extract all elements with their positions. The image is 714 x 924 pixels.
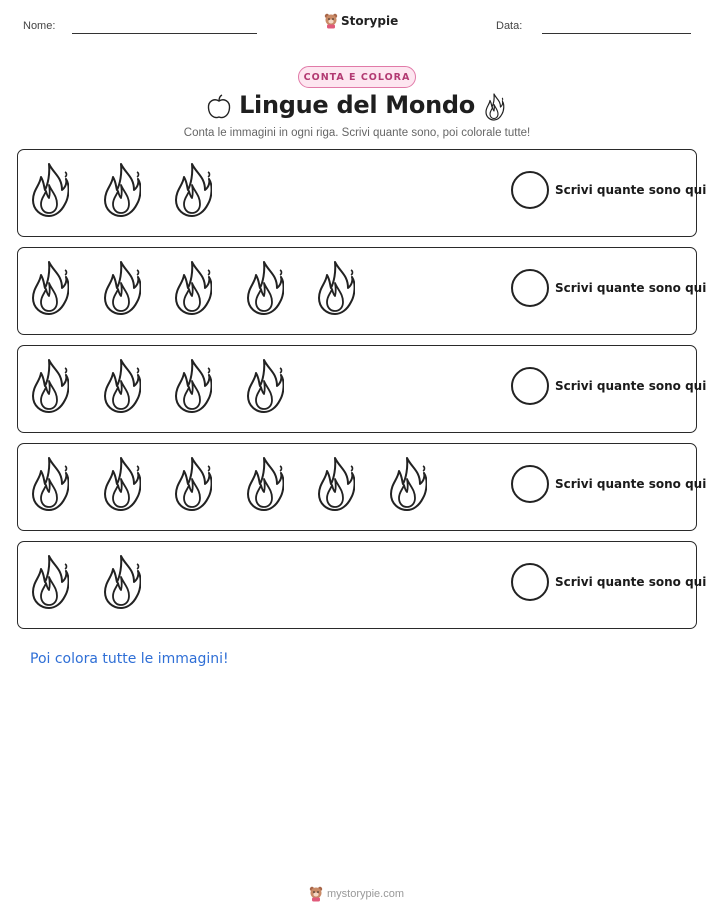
activity-badge: CONTA E COLORA: [298, 66, 416, 88]
answer-circle[interactable]: [511, 563, 549, 601]
flame-icon[interactable]: [101, 454, 141, 514]
count-row: [17, 247, 707, 335]
flame-icon[interactable]: [29, 160, 69, 220]
flame-icon[interactable]: [172, 258, 212, 318]
bear-mascot-icon: [324, 13, 338, 29]
name-field-line[interactable]: [72, 33, 257, 34]
answer-circle[interactable]: [511, 367, 549, 405]
flame-icon[interactable]: [29, 356, 69, 416]
brand-name: Storypie: [341, 14, 399, 28]
date-label: Data:: [496, 20, 523, 32]
answer-circle[interactable]: [511, 269, 549, 307]
flame-icon[interactable]: [172, 454, 212, 514]
flame-icon[interactable]: [172, 160, 212, 220]
flame-icon: [481, 92, 507, 122]
flame-icon[interactable]: [29, 258, 69, 318]
flame-icon[interactable]: [101, 258, 141, 318]
flame-icon[interactable]: [244, 258, 284, 318]
site-url: mystorypie.com: [327, 888, 405, 900]
count-row: [17, 345, 707, 433]
flame-icon[interactable]: [29, 552, 69, 612]
page-title: Lingue del Mondo: [239, 91, 475, 119]
date-field-line[interactable]: [542, 33, 691, 34]
answer-label: Scrivi quante sono qui: [555, 379, 707, 393]
brand-logo: [324, 13, 398, 29]
answer-label: Scrivi quante sono qui: [555, 183, 707, 197]
bear-mascot-icon: [309, 886, 323, 902]
flame-icon[interactable]: [29, 454, 69, 514]
worksheet-header: [0, 0, 714, 50]
count-row: [17, 443, 707, 531]
answer-circle[interactable]: [511, 465, 549, 503]
answer-label: Scrivi quante sono qui: [555, 575, 707, 589]
color-instruction: Poi colora tutte le immagini!: [30, 651, 229, 667]
name-label: Nome:: [23, 20, 56, 32]
flame-icon[interactable]: [244, 454, 284, 514]
flame-icon[interactable]: [315, 454, 355, 514]
flame-icon[interactable]: [244, 356, 284, 416]
flame-icon[interactable]: [387, 454, 427, 514]
flame-icon[interactable]: [101, 356, 141, 416]
flame-icon[interactable]: [101, 160, 141, 220]
count-row: [17, 541, 707, 629]
flame-icon[interactable]: [101, 552, 141, 612]
instructions: Conta le immagini in ogni riga. Scrivi quante sono, poi colorale tutte!: [183, 127, 531, 139]
answer-circle[interactable]: [511, 171, 549, 209]
count-row: [17, 149, 707, 237]
site-footer: [309, 886, 404, 902]
flame-icon[interactable]: [315, 258, 355, 318]
answer-label: Scrivi quante sono qui: [555, 477, 707, 491]
answer-label: Scrivi quante sono qui: [555, 281, 707, 295]
flame-icon[interactable]: [172, 356, 212, 416]
